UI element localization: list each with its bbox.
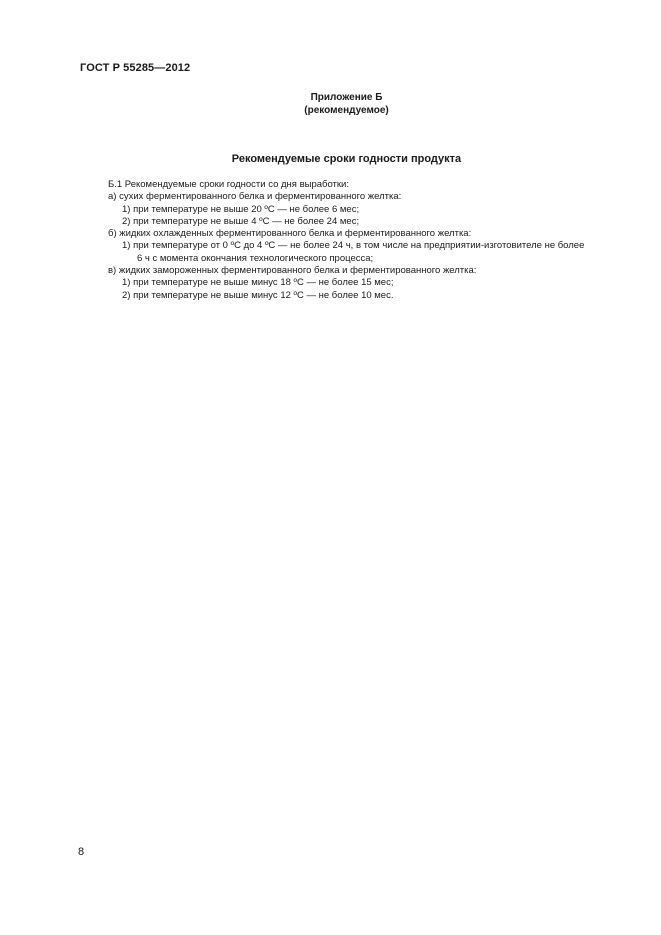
- sub-item-a1: 1) при температуре не выше 20 ºС — не более 6 мес;: [122, 203, 360, 215]
- sub-item-v2: 2) при температуре не выше минус 12 ºС — не более 10 мес.: [122, 289, 394, 301]
- sub-item-v1: 1) при температуре не выше минус 18 ºС — не более 15 мес;: [122, 277, 394, 289]
- standard-code-header: ГОСТ Р 55285—2012: [80, 62, 191, 74]
- section-title: Рекомендуемые сроки годности продукта: [231, 153, 462, 165]
- sub-item-b1-continuation: 6 ч с момента окончания технологического процесса;: [137, 252, 374, 264]
- body-text: [0, 179, 661, 302]
- paragraph-b1: Б.1 Рекомендуемые сроки годности со дня выработки:: [108, 179, 349, 190]
- list-item-b: б) жидких охлажденных ферментированного белка и ферментированного желтка:: [108, 228, 472, 240]
- list-item-a: а) сухих ферментированного белка и ферментированного желтка:: [108, 191, 402, 203]
- appendix-title: Приложение Б: [310, 92, 383, 103]
- appendix-status: (рекомендуемое): [304, 105, 389, 116]
- page-number: 8: [78, 846, 85, 858]
- list-item-v: в) жидких замороженных ферментированного белка и ферментированного желтка:: [108, 265, 477, 277]
- sub-item-b1: 1) при температуре от 0 ºС до 4 ºС — не более 24 ч, в том числе на предприятии-изготовителе не более: [122, 240, 585, 252]
- sub-item-a2: 2) при температуре не выше 4 ºС — не более 24 мес;: [122, 215, 360, 227]
